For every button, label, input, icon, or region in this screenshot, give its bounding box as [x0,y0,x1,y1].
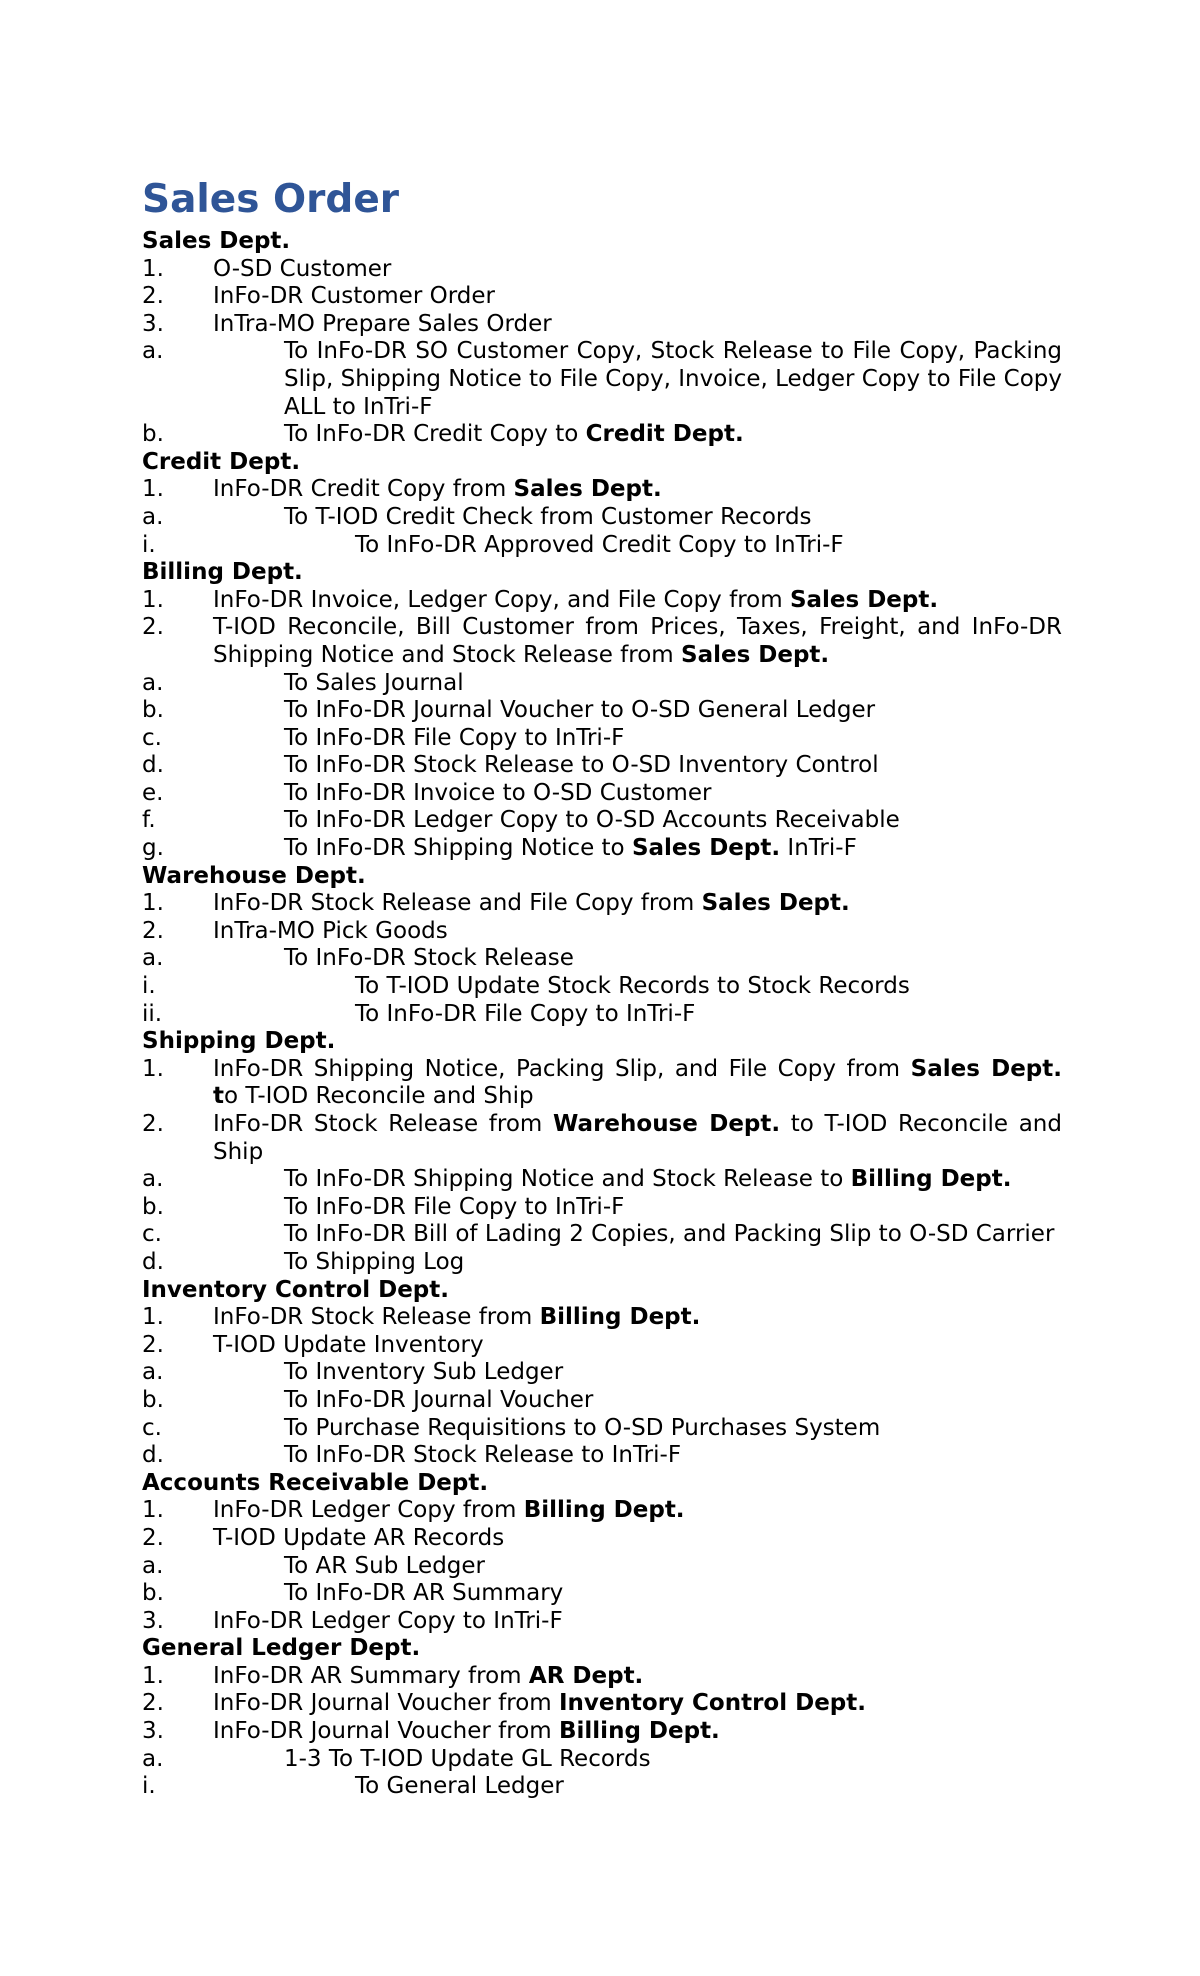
list-marker: a. [142,945,164,972]
sections-container [142,228,1062,1801]
list-marker: d. [142,752,164,779]
list-marker: 1. [142,255,164,282]
list-marker: c. [142,1221,162,1248]
bold-text: Inventory Control Dept. [559,1690,867,1717]
section-heading: Warehouse Dept. [142,862,366,889]
list-marker: 3. [142,1718,164,1745]
list-marker: c. [142,1414,162,1441]
bold-text: Credit Dept. [585,421,744,448]
list-item [142,421,1062,449]
list-marker: d. [142,1248,164,1275]
item-text: To InFo-DR Shipping Notice and Stock Release to [284,1166,851,1193]
list-marker: 2. [142,1111,164,1137]
list-item [142,1304,1062,1332]
page-title: Sales Order [142,177,400,222]
list-marker: 2. [142,614,164,641]
list-marker: 3. [142,310,164,337]
list-item [142,1525,1062,1553]
list-item [142,1166,1062,1194]
list-marker: b. [142,1580,164,1607]
item-text: InFo-DR Stock Release from [213,1304,540,1331]
item-text: To InFo-DR Shipping Notice to [284,835,632,862]
item-text: To Inventory Sub Ledger [284,1359,564,1386]
list-item [142,697,1062,725]
item-text: InFo-DR Stock Release from [213,1111,553,1137]
list-item [142,973,1062,1001]
list-item [142,1111,1062,1166]
list-item [142,1497,1062,1525]
item-text: InFo-DR Journal Voucher from [213,1690,559,1717]
list-item [142,532,1062,560]
list-marker: a. [142,1552,164,1579]
list-item [142,752,1062,780]
list-item [142,1001,1062,1029]
list-marker: b. [142,1386,164,1413]
list-item [142,256,1062,284]
item-text: T-IOD Update AR Records [213,1524,505,1551]
item-text: To InFo-DR File Copy to InTri-F [284,724,625,751]
item-text: To T-IOD Credit Check from Customer Records [284,503,812,530]
list-item [142,587,1062,615]
list-item [142,311,1062,339]
list-marker: i. [142,531,156,558]
item-text: To InFo-DR Invoice to O-SD Customer [284,779,712,806]
list-marker: 1. [142,1497,164,1524]
section-heading: Shipping Dept. [142,1028,336,1055]
item-text: To InFo-DR Stock Release to InTri-F [284,1442,682,1469]
list-marker: 1. [142,476,164,503]
list-item [142,1056,1062,1111]
section-heading: Inventory Control Dept. [142,1276,450,1303]
item-text: InFo-DR Invoice, Ledger Copy, and File Copy from [213,586,790,613]
list-item [142,1415,1062,1443]
section-heading: General Ledger Dept. [142,1635,421,1662]
bold-text: Billing Dept. [850,1166,1012,1193]
list-marker: a. [142,1359,164,1386]
list-marker: i. [142,973,156,1000]
bold-text: Sales Dept. [513,476,662,503]
item-text: To InFo-DR Journal Voucher to O-SD General Ledger [284,697,876,724]
list-item [142,1773,1062,1801]
list-item [142,1608,1062,1636]
list-item [142,1387,1062,1415]
list-marker: 2. [142,1690,164,1717]
list-item [142,283,1062,311]
item-text: InFo-DR Credit Copy from [213,476,514,503]
list-marker: b. [142,1193,164,1220]
list-marker: 1. [142,1662,164,1689]
item-text: InTri-F [780,835,857,862]
list-marker: 1. [142,586,164,613]
list-item [142,1359,1062,1387]
item-text: InFo-DR Ledger Copy to InTri-F [213,1607,563,1634]
list-marker: c. [142,724,162,751]
list-marker: b. [142,697,164,724]
item-text: To InFo-DR File Copy to InTri-F [284,1193,625,1220]
bold-text: AR Dept. [528,1662,644,1689]
list-marker: 2. [142,1524,164,1551]
item-text: O-SD Customer [213,255,392,282]
list-item [142,1553,1062,1581]
item-text: To InFo-DR Credit Copy to [284,421,586,448]
item-text: InFo-DR Stock Release and File Copy from [213,890,702,917]
list-marker: b. [142,421,164,448]
list-item [142,1663,1062,1691]
list-item [142,780,1062,808]
section-heading: Accounts Receivable Dept. [142,1469,489,1496]
list-item [142,918,1062,946]
list-item [142,807,1062,835]
list-marker: i. [142,1773,156,1800]
item-text: To General Ledger [355,1773,564,1800]
item-text: InFo-DR Shipping Notice, Packing Slip, and File Copy from [213,1055,911,1082]
section-heading: Sales Dept. [142,228,291,254]
section-heading: Credit Dept. [142,448,301,475]
item-text: To T-IOD Update Stock Records to Stock Records [355,973,910,1000]
list-marker: d. [142,1442,164,1469]
list-marker: a. [142,503,164,530]
list-item [142,476,1062,504]
list-marker: f. [142,807,156,834]
list-item [142,1332,1062,1360]
bold-text: Sales Dept. [701,890,850,917]
list-marker: 1. [142,1304,164,1331]
list-marker: 1. [142,890,164,917]
section-heading: Billing Dept. [142,559,303,586]
item-text: InTra-MO Prepare Sales Order [213,310,552,337]
list-item [142,504,1062,532]
list-item [142,1580,1062,1608]
bold-text: Sales Dept. [789,586,939,613]
item-text: InTra-MO Pick Goods [213,917,448,944]
list-marker: 1. [142,1055,164,1082]
bold-text: Billing Dept. [539,1304,701,1331]
item-text: To Purchase Requisitions to O-SD Purchases System [284,1414,881,1441]
bold-text: Sales Dept. t [213,1055,1063,1110]
bold-text: Sales Dept. [631,835,781,862]
document-page [142,172,1062,1801]
list-marker: a. [142,669,164,696]
item-text: 1-3 To T-IOD Update GL Records [284,1745,651,1772]
bold-text: Warehouse Dept. [553,1111,781,1137]
list-item [142,1718,1062,1746]
bold-text: Billing Dept. [523,1497,685,1524]
item-text: InFo-DR Ledger Copy from [213,1497,524,1524]
item-text: To AR Sub Ledger [284,1552,486,1579]
list-marker: g. [142,835,164,862]
item-text: T-IOD Reconcile, Bill Customer from Prices, Taxes, Freight, and InFo-DR Shipping Notice and Stock Release from [213,614,1062,668]
item-text: To Shipping Log [284,1248,465,1275]
item-text: o T-IOD Reconcile and Ship [224,1083,534,1110]
list-item [142,1690,1062,1718]
list-item [142,1746,1062,1774]
item-text: To InFo-DR SO Customer Copy, Stock Release to File Copy, Packing Slip, Shipping Notice to File Copy, Invoice, Ledger Copy to File Copy ALL to InTri-F [284,338,1062,420]
item-text: To InFo-DR Journal Voucher [284,1386,594,1413]
list-item [142,1221,1062,1249]
list-item [142,835,1062,863]
list-item [142,725,1062,753]
list-marker: a. [142,1745,164,1772]
list-marker: a. [142,338,164,365]
list-item [142,1249,1062,1277]
list-marker: 2. [142,917,164,944]
list-item [142,890,1062,918]
item-text: To Sales Journal [284,669,464,696]
item-text: To InFo-DR Approved Credit Copy to InTri-F [355,531,844,558]
item-text: to T-IOD Reconcile and Ship [213,1111,1062,1165]
list-marker: 3. [142,1607,164,1634]
list-item [142,614,1062,669]
list-item [142,945,1062,973]
item-text: To InFo-DR File Copy to InTri-F [355,1000,696,1027]
item-text: To InFo-DR AR Summary [284,1580,564,1607]
item-text: To InFo-DR Bill of Lading 2 Copies, and Packing Slip to O-SD Carrier [284,1221,1055,1248]
list-item [142,338,1062,421]
list-marker: a. [142,1166,164,1193]
item-text: InFo-DR Customer Order [213,283,495,310]
item-text: To InFo-DR Stock Release [284,945,574,972]
item-text: T-IOD Update Inventory [213,1331,484,1358]
bold-text: Sales Dept. [681,641,830,668]
list-marker: ii. [142,1000,163,1027]
item-text: To InFo-DR Ledger Copy to O-SD Accounts Receivable [284,807,900,834]
list-marker: e. [142,779,164,806]
list-item [142,1194,1062,1222]
bold-text: Billing Dept. [559,1718,720,1745]
item-text: To InFo-DR Stock Release to O-SD Inventory Control [284,752,879,779]
list-marker: 2. [142,283,164,310]
item-text: InFo-DR AR Summary from [213,1662,529,1689]
list-item [142,670,1062,698]
list-item [142,1442,1062,1470]
item-text: InFo-DR Journal Voucher from [213,1718,559,1745]
list-marker: 2. [142,1331,164,1358]
